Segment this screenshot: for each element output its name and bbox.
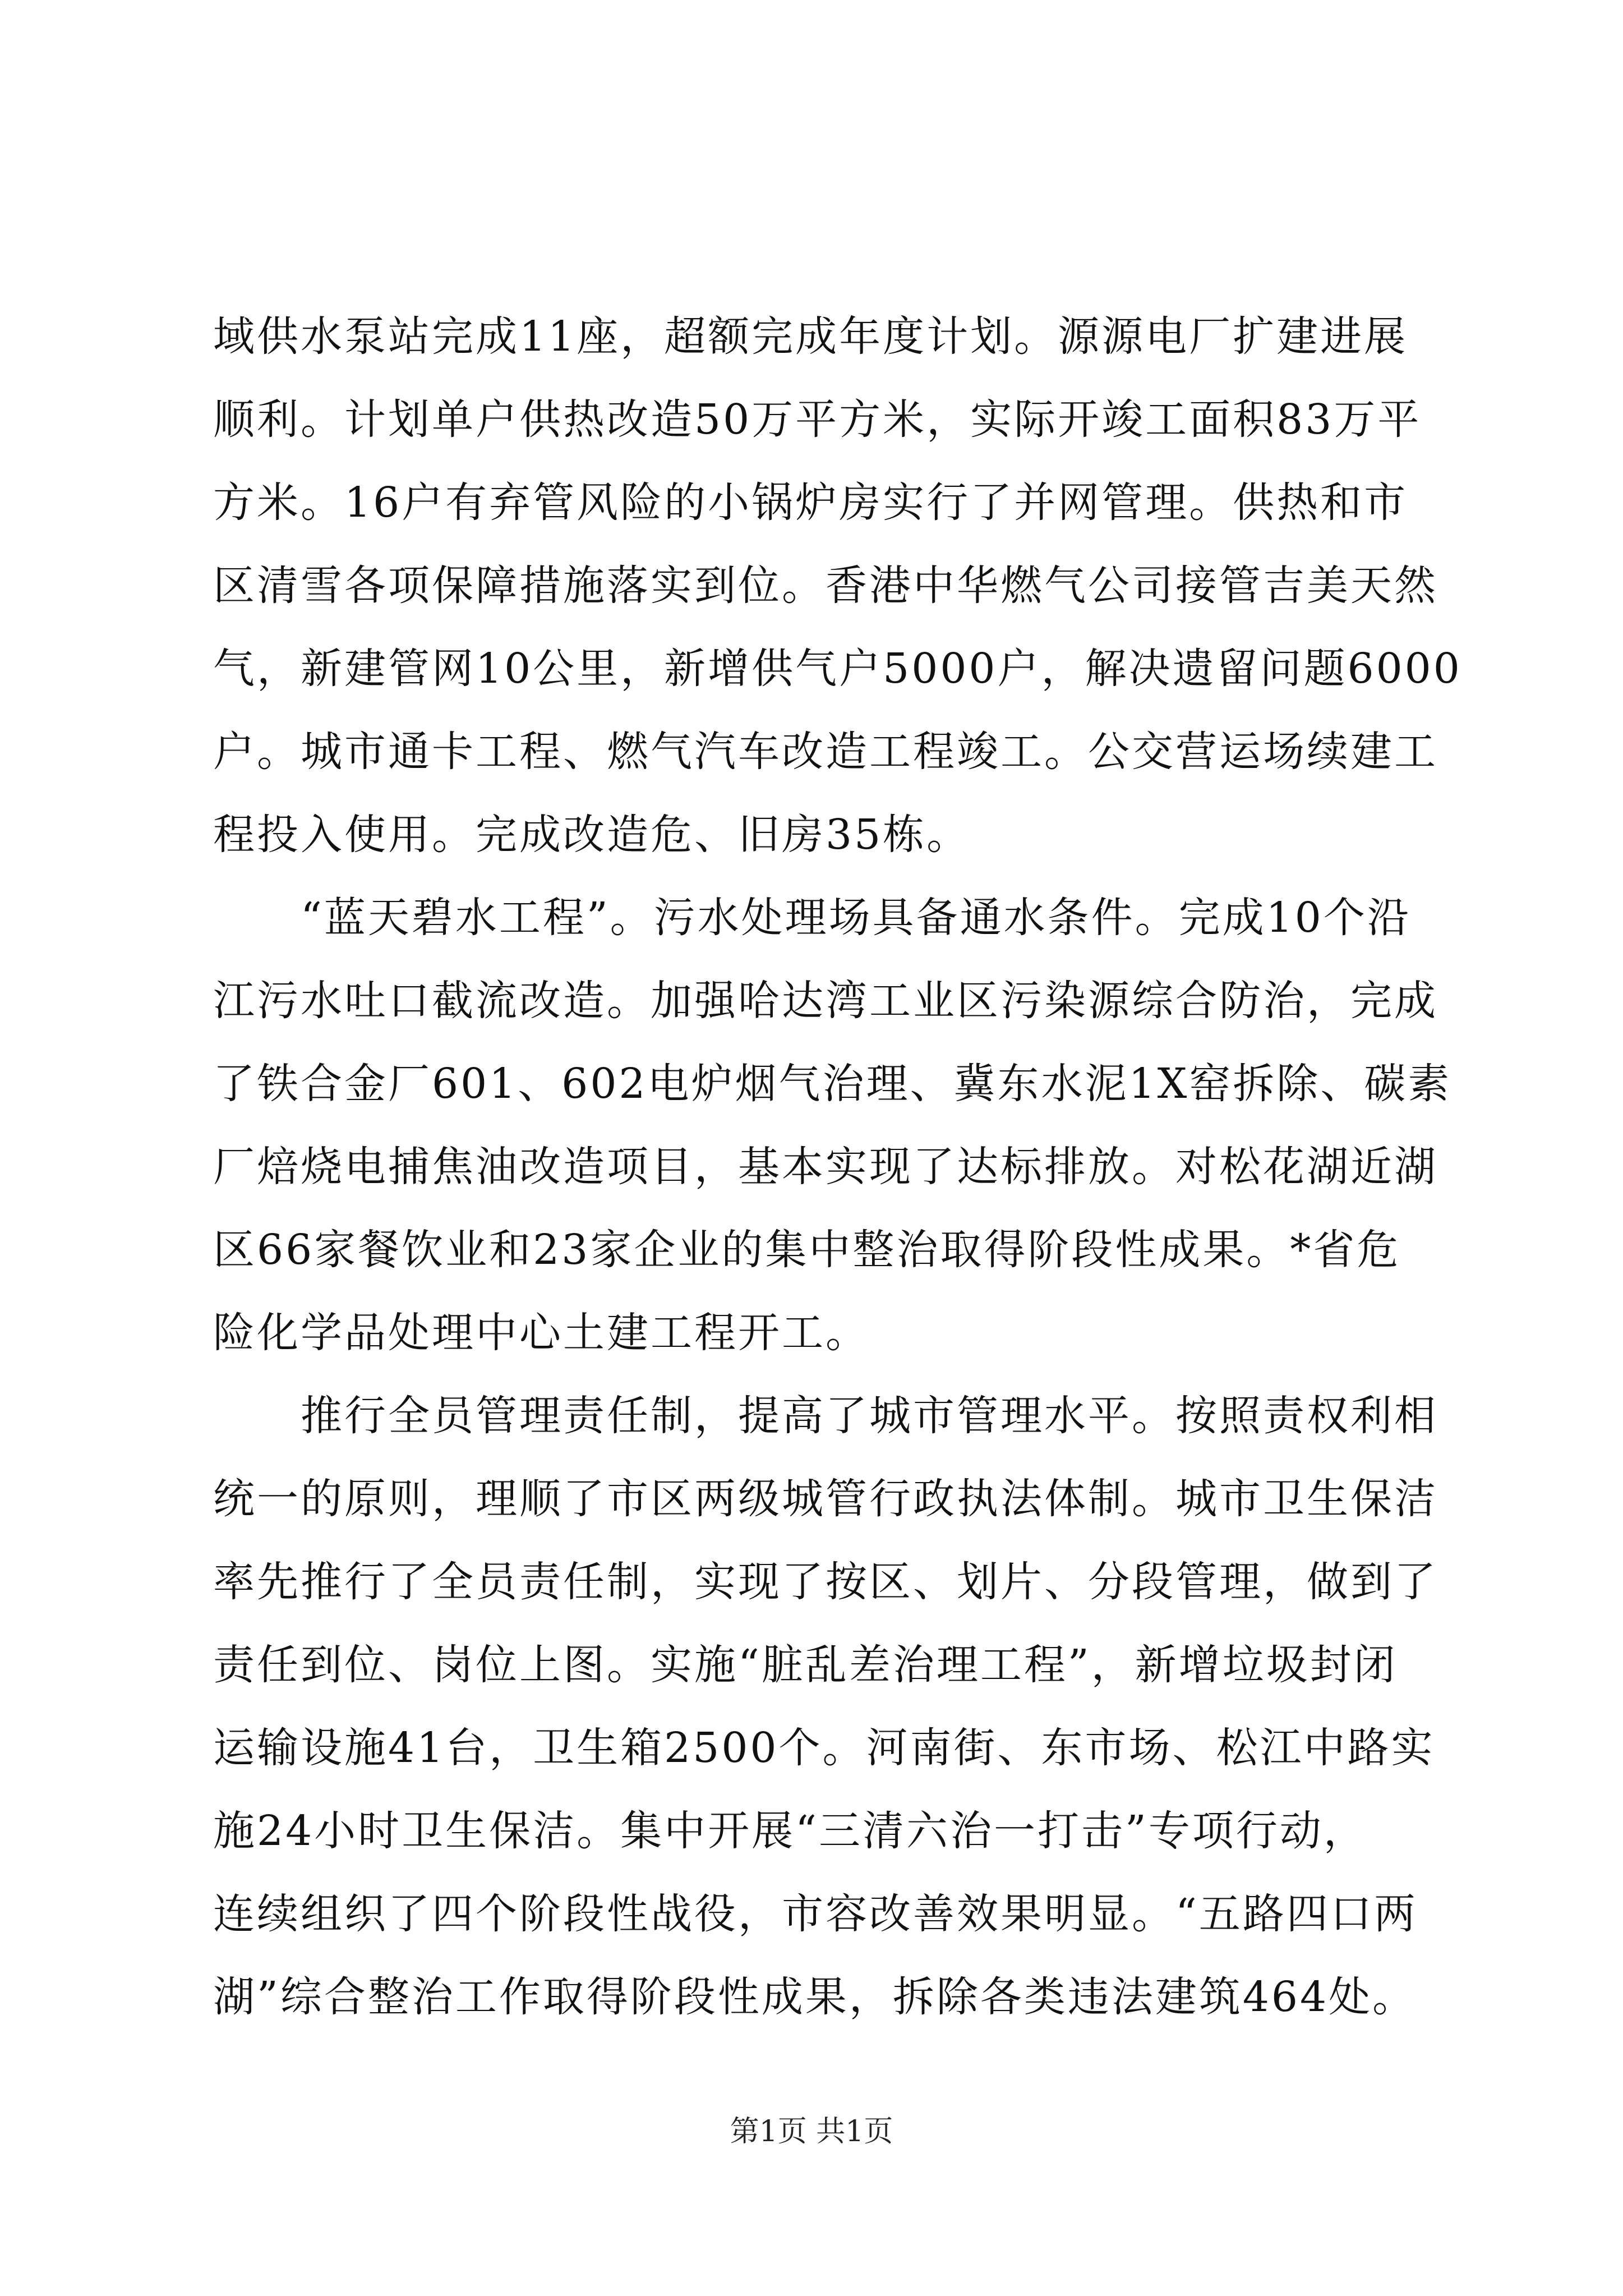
page-footer: 第1页 共1页	[730, 2115, 893, 2148]
text-line: 顺利。计划单户供热改造50万平方米，实际开竣工面积83万平	[213, 395, 1422, 444]
text-line: “蓝天碧水工程”。污水处理场具备通水条件。完成10个沿	[213, 894, 1411, 942]
document-body	[213, 295, 1462, 2039]
text-line: 方米。16户有弃管风险的小锅炉房实行了并网管理。供热和市	[213, 478, 1408, 527]
text-line: 区66家餐饮业和23家企业的集中整治取得阶段性成果。*省危	[213, 1226, 1401, 1274]
text-line: 户。城市通卡工程、燃气汽车改造工程竣工。公交营运场续建工	[213, 728, 1438, 776]
text-line: 险化学品处理中心土建工程开工。	[213, 1309, 869, 1357]
text-line: 江污水吐口截流改造。加强哈达湾工业区污染源综合防治，完成	[213, 977, 1438, 1025]
text-line: 了铁合金厂601、602电炉烟气治理、冀东水泥1X窑拆除、碳素	[213, 1060, 1452, 1108]
text-line: 统一的原则，理顺了市区两级城管行政执法体制。城市卫生保洁	[213, 1475, 1438, 1523]
text-line: 率先推行了全员责任制，实现了按区、划片、分段管理，做到了	[213, 1558, 1438, 1606]
text-line: 推行全员管理责任制，提高了城市管理水平。按照责权利相	[213, 1392, 1438, 1440]
text-line: 气，新建管网10公里，新增供气户5000户，解决遗留问题6000	[213, 645, 1462, 693]
text-line: 湖”综合整治工作取得阶段性成果，拆除各类违法建筑464处。	[213, 1973, 1417, 2021]
text-line: 区清雪各项保障措施落实到位。香港中华燃气公司接管吉美天然	[213, 562, 1438, 610]
text-line: 程投入使用。完成改造危、旧房35栋。	[213, 811, 971, 859]
text-line: 施24小时卫生保洁。集中开展“三清六治一打击”专项行动，	[213, 1807, 1367, 1855]
text-line: 责任到位、岗位上图。实施“脏乱差治理工程”，新增垃圾封闭	[213, 1641, 1398, 1689]
text-line: 运输设施41台，卫生箱2500个。河南街、东市场、松江中路实	[213, 1724, 1435, 1772]
text-line: 域供水泵站完成11座，超额完成年度计划。源源电厂扩建进展	[213, 312, 1408, 361]
text-line: 连续组织了四个阶段性战役，市容改善效果明显。“五路四口两	[213, 1890, 1418, 1938]
text-line: 厂焙烧电捕焦油改造项目，基本实现了达标排放。对松花湖近湖	[213, 1143, 1438, 1191]
